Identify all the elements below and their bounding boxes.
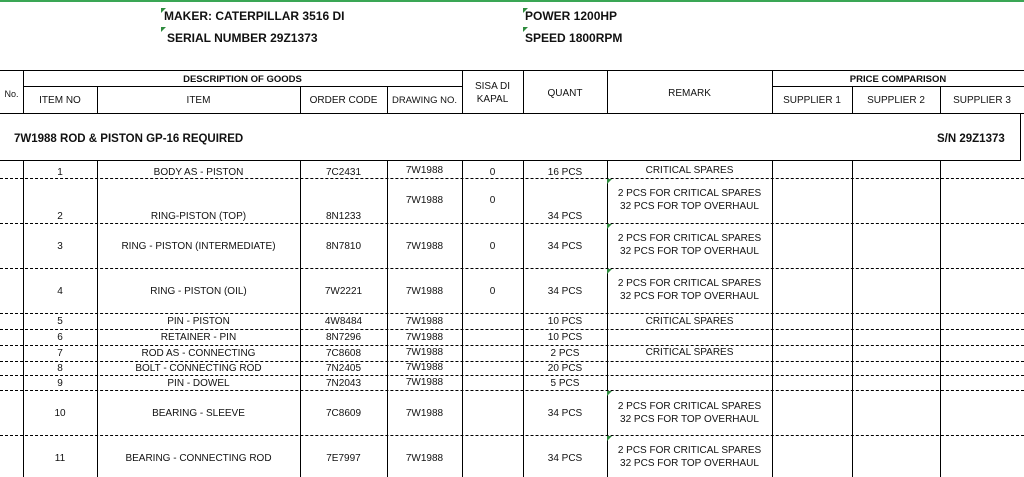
comment-marker xyxy=(607,436,612,441)
cell-item-no[interactable]: 11 xyxy=(54,453,66,464)
cell-item[interactable]: BOLT - CONNECTING ROD xyxy=(135,363,262,374)
cell-quant[interactable]: 16 PCS xyxy=(547,167,583,178)
cell-quant[interactable]: 34 PCS xyxy=(547,211,583,222)
cell-item[interactable]: RING - PISTON (INTERMEDIATE) xyxy=(121,241,276,252)
cell-quant[interactable]: 34 PCS xyxy=(547,286,583,297)
cell-sisa[interactable]: 0 xyxy=(489,241,496,252)
cell-remark[interactable]: CRITICAL SPARES xyxy=(645,347,734,358)
cell-order-code[interactable]: 7N2043 xyxy=(325,378,362,389)
cell-order-code[interactable]: 7N2405 xyxy=(325,363,362,374)
cell-sisa[interactable]: 0 xyxy=(489,167,496,178)
cell-order-code[interactable]: 8N7296 xyxy=(325,332,362,343)
section-title[interactable]: 7W1988 ROD & PISTON GP-16 REQUIRED xyxy=(14,133,244,145)
comment-marker xyxy=(607,269,612,274)
cell-item-no[interactable]: 5 xyxy=(57,316,63,327)
serial-label[interactable]: SERIAL NUMBER 29Z1373 xyxy=(167,31,318,45)
cell-drawing-no[interactable]: 7W1988 xyxy=(405,332,444,343)
col-group-price-comparison[interactable]: PRICE COMPARISON xyxy=(849,74,947,85)
cell-item[interactable]: PIN - PISTON xyxy=(167,316,230,327)
col-header-supplier-3[interactable]: SUPPLIER 3 xyxy=(953,95,1011,106)
cell-order-code[interactable]: 7C2431 xyxy=(325,167,362,178)
cell-drawing-no[interactable]: 7W1988 xyxy=(405,195,444,206)
cell-remark[interactable]: 2 PCS FOR CRITICAL SPARES 32 PCS FOR TOP OVERHAUL xyxy=(617,445,762,469)
col-header-sisa-di-kapal[interactable]: SISA DI KAPAL xyxy=(474,81,510,105)
cell-item-no[interactable]: 7 xyxy=(57,348,63,359)
cell-order-code[interactable]: 8N1233 xyxy=(325,211,362,222)
cell-quant[interactable]: 34 PCS xyxy=(547,408,583,419)
cell-quant[interactable]: 20 PCS xyxy=(547,363,583,374)
cell-item-no[interactable]: 4 xyxy=(57,286,63,297)
col-header-remark[interactable]: REMARK xyxy=(668,88,711,99)
cell-quant[interactable]: 34 PCS xyxy=(547,453,583,464)
cell-order-code[interactable]: 7C8608 xyxy=(325,348,362,359)
cell-sisa[interactable]: 0 xyxy=(489,286,496,297)
speed-label[interactable]: SPEED 1800RPM xyxy=(525,31,623,45)
cell-remark[interactable]: 2 PCS FOR CRITICAL SPARES 32 PCS FOR TOP OVERHAUL xyxy=(617,278,762,302)
cell-item-no[interactable]: 1 xyxy=(57,167,63,178)
cell-item-no[interactable]: 2 xyxy=(57,211,63,222)
cell-remark[interactable]: 2 PCS FOR CRITICAL SPARES 32 PCS FOR TOP OVERHAUL xyxy=(617,233,762,257)
col-header-drawing-no[interactable]: DRAWING NO. xyxy=(391,95,458,106)
cell-order-code[interactable]: 7W2221 xyxy=(324,286,363,297)
power-label[interactable]: POWER 1200HP xyxy=(525,9,618,23)
col-header-item-no[interactable]: ITEM NO xyxy=(39,95,81,106)
cell-drawing-no[interactable]: 7W1988 xyxy=(405,347,444,358)
maker-label[interactable]: MAKER: CATERPILLAR 3516 DI xyxy=(164,9,345,23)
col-header-supplier-1[interactable]: SUPPLIER 1 xyxy=(783,95,841,106)
cell-item-no[interactable]: 3 xyxy=(57,241,63,252)
col-header-item[interactable]: ITEM xyxy=(186,95,211,106)
cell-remark[interactable]: CRITICAL SPARES xyxy=(645,165,734,176)
cell-item[interactable]: RING-PISTON (TOP) xyxy=(150,211,247,222)
cell-item[interactable]: RETAINER - PIN xyxy=(160,332,237,343)
cell-drawing-no[interactable]: 7W1988 xyxy=(405,165,444,176)
cell-item[interactable]: BEARING - CONNECTING ROD xyxy=(125,453,272,464)
cell-drawing-no[interactable]: 7W1988 xyxy=(405,377,444,388)
col-header-supplier-2[interactable]: SUPPLIER 2 xyxy=(867,95,925,106)
comment-marker xyxy=(607,224,612,229)
cell-drawing-no[interactable]: 7W1988 xyxy=(405,241,444,252)
cell-drawing-no[interactable]: 7W1988 xyxy=(405,286,444,297)
cell-item[interactable]: BODY AS - PISTON xyxy=(153,167,244,178)
cell-item-no[interactable]: 8 xyxy=(57,363,63,374)
cell-quant[interactable]: 34 PCS xyxy=(547,241,583,252)
cell-item-no[interactable]: 6 xyxy=(57,332,63,343)
section-serial[interactable]: S/N 29Z1373 xyxy=(937,133,1005,145)
cell-quant[interactable]: 5 PCS xyxy=(550,378,580,389)
cell-remark[interactable]: CRITICAL SPARES xyxy=(645,316,734,327)
col-group-description[interactable]: DESCRIPTION OF GOODS xyxy=(183,74,302,85)
cell-quant[interactable]: 2 PCS xyxy=(550,348,580,359)
cell-order-code[interactable]: 4W8484 xyxy=(324,316,363,327)
col-header-quant[interactable]: QUANT xyxy=(547,88,583,99)
cell-drawing-no[interactable]: 7W1988 xyxy=(405,362,444,373)
cell-item[interactable]: ROD AS - CONNECTING xyxy=(141,348,256,359)
comment-marker xyxy=(607,179,612,184)
cell-quant[interactable]: 10 PCS xyxy=(547,316,583,327)
cell-drawing-no[interactable]: 7W1988 xyxy=(405,453,444,464)
cell-item[interactable]: PIN - DOWEL xyxy=(167,378,230,389)
cell-drawing-no[interactable]: 7W1988 xyxy=(405,408,444,419)
cell-remark[interactable]: 2 PCS FOR CRITICAL SPARES 32 PCS FOR TOP OVERHAUL xyxy=(617,188,762,212)
cell-remark[interactable]: 2 PCS FOR CRITICAL SPARES 32 PCS FOR TOP OVERHAUL xyxy=(617,401,762,425)
cell-order-code[interactable]: 7C8609 xyxy=(325,408,362,419)
cell-order-code[interactable]: 7E7997 xyxy=(326,453,361,464)
cell-order-code[interactable]: 8N7810 xyxy=(325,241,362,252)
col-header-no[interactable]: No. xyxy=(4,89,19,99)
comment-marker xyxy=(607,391,612,396)
cell-quant[interactable]: 10 PCS xyxy=(547,332,583,343)
cell-item-no[interactable]: 10 xyxy=(54,408,66,419)
cell-item[interactable]: BEARING - SLEEVE xyxy=(152,408,245,419)
cell-sisa[interactable]: 0 xyxy=(489,195,496,206)
col-header-order-code[interactable]: ORDER CODE xyxy=(309,95,378,106)
cell-item-no[interactable]: 9 xyxy=(57,378,63,389)
cell-item[interactable]: RING - PISTON (OIL) xyxy=(150,286,247,297)
cell-drawing-no[interactable]: 7W1988 xyxy=(405,316,444,327)
